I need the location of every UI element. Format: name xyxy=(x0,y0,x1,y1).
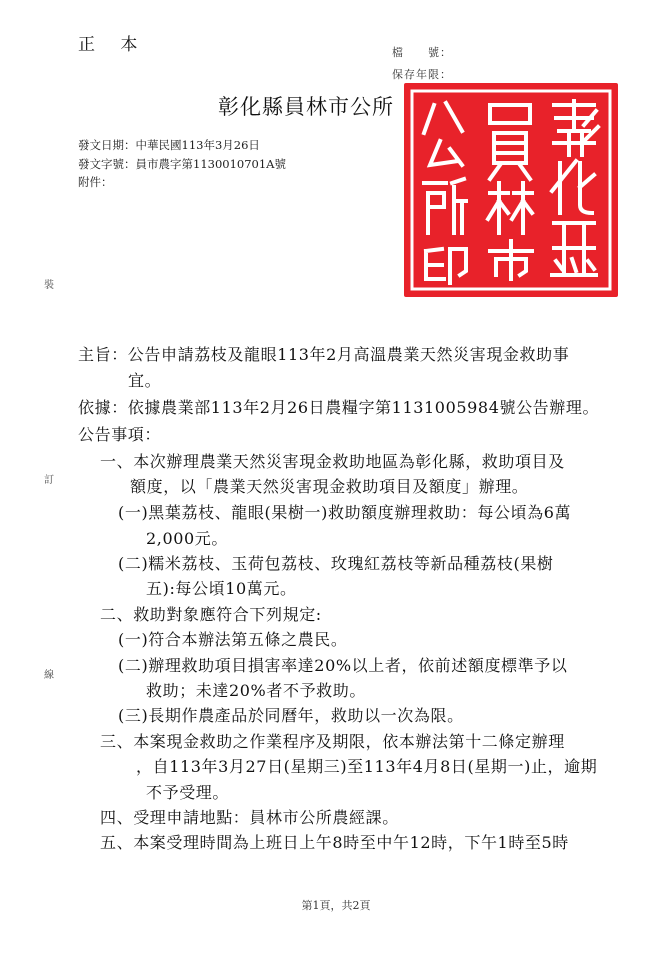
copy-mark: 正 本 xyxy=(78,35,148,55)
subject-line: 主旨：公告申請荔枝及龍眼113年2月高溫農業天然災害現金救助事 xyxy=(78,345,570,364)
item-1-sub-1-cont: 2,000元。 xyxy=(146,529,229,548)
item-2-sub-1: (一)符合本辦法第五條之農民。 xyxy=(118,630,348,649)
basis-line: 依據：依據農業部113年2月26日農糧字第1131005984號公告辦理。 xyxy=(78,398,600,417)
item-2: 二、救助對象應符合下列規定: xyxy=(100,605,322,624)
retention-label: 保存年限： xyxy=(392,68,452,81)
file-number-label: 檔 號： xyxy=(392,46,452,59)
seal-glyphs xyxy=(404,83,618,297)
item-4: 四、受理申請地點：員林市公所農經課。 xyxy=(100,808,399,827)
doc-number: 發文字號：員市農字第1130010701A號 xyxy=(78,157,286,171)
item-1-sub-1: (一)黑葉荔枝、龍眼(果樹一)救助額度辦理救助：每公頃為6萬 xyxy=(118,503,572,522)
item-3-cont: ，自113年3月27日(星期三)至113年4月8日(星期一)止，逾期 xyxy=(136,757,598,776)
item-2-sub-2: (二)辦理救助項目損害率達20%以上者，依前述額度標準予以 xyxy=(118,656,568,675)
item-2-sub-2-cont: 救助；未達20%者不予救助。 xyxy=(146,681,366,700)
binding-mark-line: 線 xyxy=(44,670,54,681)
attachment: 附件： xyxy=(78,175,113,189)
item-5: 五、本案受理時間為上班日上午8時至中午12時，下午1時至5時 xyxy=(100,833,569,852)
binding-mark-staple: 訂 xyxy=(44,475,54,486)
binding-mark-bind: 裝 xyxy=(44,280,54,291)
item-3-cont-2: 不予受理。 xyxy=(146,783,230,802)
item-1-cont: 額度，以「農業天然災害現金救助項目及額度」辦理。 xyxy=(130,477,529,496)
announcement-heading: 公告事項： xyxy=(78,425,162,444)
agency-name: 彰化縣員林市公所 xyxy=(218,95,394,119)
issue-date: 發文日期：中華民國113年3月26日 xyxy=(78,138,260,152)
item-1-sub-2: (二)糯米荔枝、玉荷包荔枝、玫瑰紅荔枝等新品種荔枝(果樹 xyxy=(118,554,554,573)
subject-line-cont: 宜。 xyxy=(128,371,162,390)
page-number: 第1頁，共2頁 xyxy=(301,899,371,912)
item-1-sub-2-cont: 五):每公頃10萬元。 xyxy=(146,579,297,598)
item-2-sub-3: (三)長期作農產品於同曆年，救助以一次為限。 xyxy=(118,706,464,725)
item-1: 一、本次辦理農業天然災害現金救助地區為彰化縣，救助項目及 xyxy=(100,452,565,471)
item-3: 三、本案現金救助之作業程序及期限，依本辦法第十二條定辦理 xyxy=(100,732,565,751)
official-seal xyxy=(404,83,618,297)
